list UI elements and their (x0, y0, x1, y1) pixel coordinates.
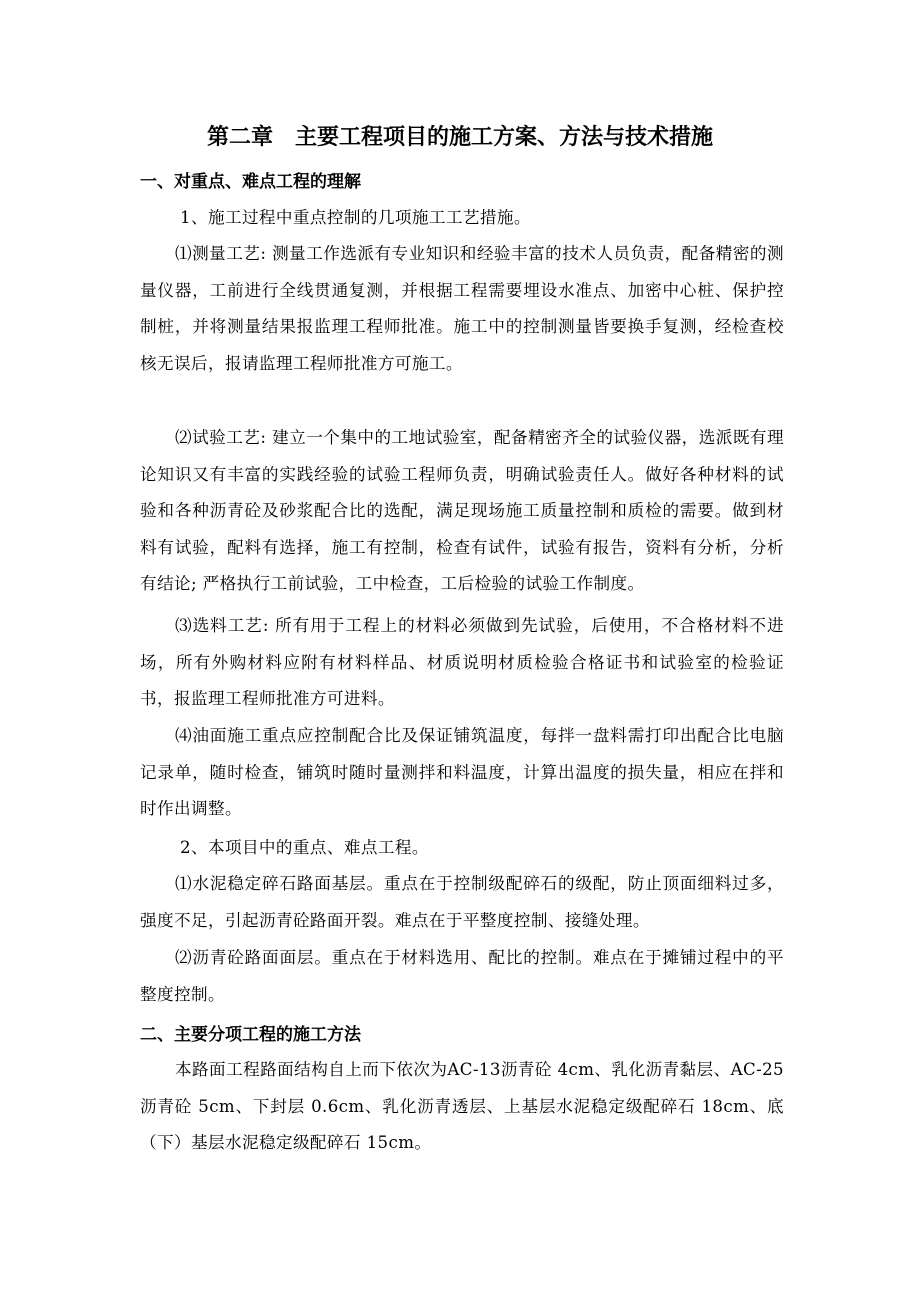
item1-title: 1、施工过程中重点控制的几项施工工艺措施。 (180, 208, 531, 227)
paragraph-base-layer: ⑴水泥稳定碎石路面基层。重点在于控制级配碎石的级配，防止顶面细料过多，强度不足，引起沥青砼路面开裂。难点在于平整度控制、接缝处理。 (140, 874, 784, 930)
paragraph-pavement-structure: 本路面工程路面结构自上而下依次为AC-13沥青砼 4cm、乳化沥青黏层、AC-25沥青砼 5cm、下封层 0.6cm、乳化沥青透层、上基层水泥稳定级配碎石 18cm、底（下）基层水泥稳定级配碎石 15cm。 (140, 1060, 784, 1152)
chapter-title: 第二章 主要工程项目的施工方案、方法与技术措施 (206, 125, 713, 150)
item2-title: 2、本项目中的重点、难点工程。 (180, 838, 429, 857)
paragraph-material: ⑶选料工艺: 所有用于工程上的材料必须做到先试验，后使用，不合格材料不进场，所有外购材料应附有材料样品、材质说明材质检验合格证书和试验室的检验证书，报监理工程师批准方可进料。 (140, 616, 784, 708)
paragraph-testing: ⑵试验工艺: 建立一个集中的工地试验室，配备精密齐全的试验仪器，选派既有理论知识又有丰富的实践经验的试验工程师负责，明确试验责任人。做好各种材料的试验和各种沥青砼及砂浆配合比的选配，满足现场施工质量控制和质检的需要。做到材料有试验，配料有选择，施工有控制，检查有试件，试验有报告，资料有分析，分析有结论; 严格执行工前试验，工中检查，工后检验的试验工作制度。 (140, 428, 784, 593)
paragraph-survey: ⑴测量工艺: 测量工作选派有专业知识和经验丰富的技术人员负责，配备精密的测量仪器，工前进行全线贯通复测，并根据工程需要埋设水准点、加密中心桩、保护控制桩，并将测量结果报监理工程师批准。施工中的控制测量皆要换手复测，经检查校核无误后，报请监理工程师批准方可施工。 (140, 244, 784, 373)
paragraph-asphalt-mixing: ⑷油面施工重点应控制配合比及保证铺筑温度，每拌一盘料需打印出配合比电脑记录单，随时检查，铺筑时随时量测拌和料温度，计算出温度的损失量，相应在拌和时作出调整。 (140, 726, 784, 818)
section-heading-1: 一、对重点、难点工程的理解 (140, 172, 361, 192)
paragraph-surface-layer: ⑵沥青砼路面面层。重点在于材料选用、配比的控制。难点在于摊铺过程中的平整度控制。 (140, 948, 784, 1004)
section-heading-2: 二、主要分项工程的施工方法 (140, 1025, 361, 1045)
